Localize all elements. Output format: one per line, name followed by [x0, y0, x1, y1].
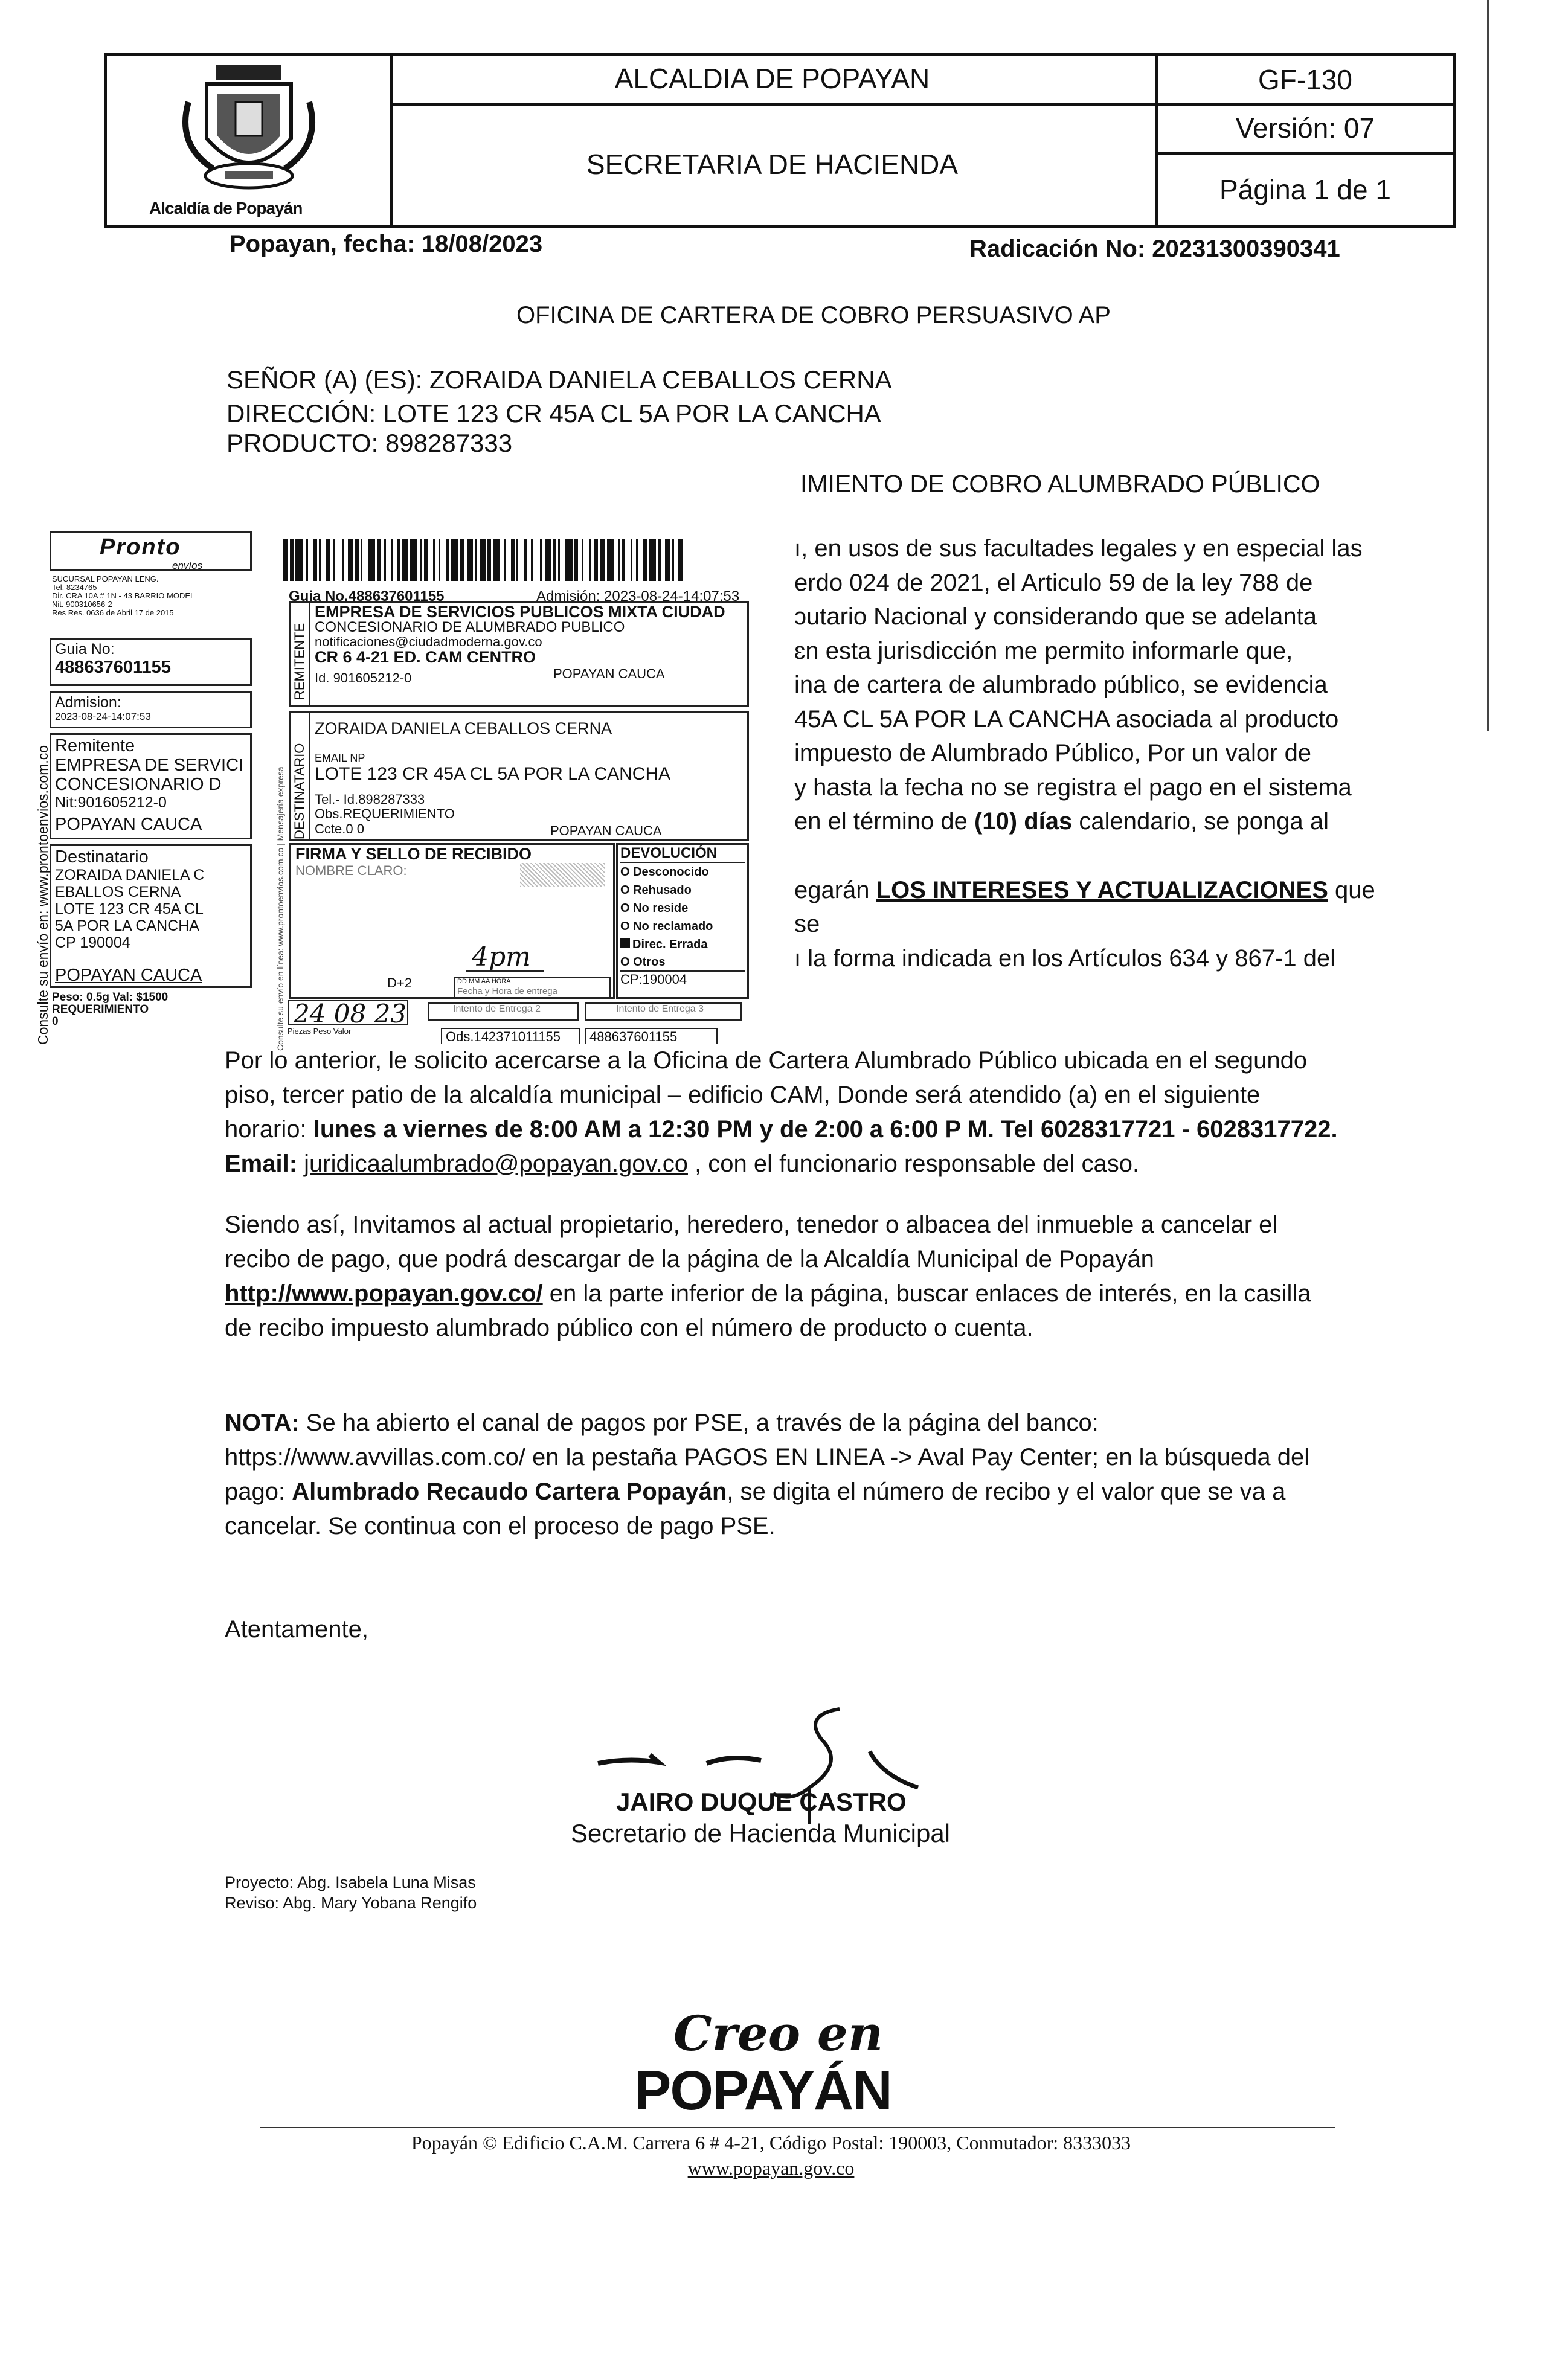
hours-pre: horario: — [225, 1116, 313, 1143]
body-partial-line: 45A CL 5A POR LA CANCHA asociada al producto — [794, 705, 1339, 733]
barcode-bar — [622, 539, 625, 581]
nombre-label: NOMBRE CLARO: — [295, 863, 407, 878]
barcode — [283, 539, 687, 581]
devolucion-option: O Rehusado — [620, 884, 692, 897]
email-rest: , con el funcionario responsable del caso. — [687, 1150, 1140, 1177]
barcode-bar — [480, 539, 486, 581]
nota-pre: pago: — [225, 1478, 292, 1505]
barcode-bar — [439, 539, 440, 581]
stub-info-line: Tel. 8234765 — [52, 583, 97, 592]
devolucion-label: DEVOLUCIÓN — [620, 845, 745, 863]
stub-city: POPAYAN CAUCA — [55, 966, 202, 985]
stub-req: REQUERIMIENTO — [52, 1003, 149, 1016]
barcode-bar — [607, 539, 614, 581]
stub-admision-label: Admision: — [55, 694, 121, 711]
barcode-bar — [516, 539, 518, 581]
receipt-remitente-box — [289, 601, 749, 707]
body-partial-line: y hasta la fecha no se registra el pago en el sistema — [794, 774, 1352, 801]
header-divider — [390, 103, 1453, 106]
barcode-bar — [424, 539, 428, 581]
barcode-bar — [475, 539, 477, 581]
body-partial-line: ı la forma indicada en los Artículos 634 y 867-1 del — [794, 945, 1336, 972]
invite-rest: en la parte inferior de la página, buscar enlaces de interés, en la casilla — [542, 1280, 1311, 1307]
credit-proyecto: Proyecto: Abg. Isabela Luna Misas — [225, 1873, 476, 1891]
stub-brand-box — [50, 531, 252, 571]
stub-admision-box — [50, 691, 252, 728]
footer-rule — [260, 2127, 1335, 2128]
stub-weight — [52, 992, 168, 1028]
destinatario-lines — [315, 716, 748, 837]
devolucion-option: O Desconocido — [620, 865, 709, 879]
footer-website-link[interactable]: www.popayan.gov.co — [687, 2157, 855, 2179]
credits — [225, 1872, 477, 1913]
remitente-line: Id. 901605212-0 — [315, 670, 412, 685]
body-partial-line: ina de cartera de alumbrado público, se evidencia — [794, 672, 1328, 698]
stub-guia-number: 488637601155 — [55, 658, 171, 677]
remitente-line: EMPRESA DE SERVICIOS PUBLICOS MIXTA CIUDAD — [315, 603, 725, 621]
barcode-bar — [391, 539, 393, 581]
recipient-address: DIRECCIÓN: LOTE 123 CR 45A CL 5A POR LA CANCHA — [226, 399, 881, 428]
barcode-bar — [446, 539, 449, 581]
recipient-name: SEÑOR (A) (ES): ZORAIDA DANIELA CEBALLOS CERNA — [226, 365, 892, 394]
stub-remitente-box — [50, 733, 252, 839]
barcode-bar — [384, 539, 386, 581]
receipt-admision: Admisión: 2023-08-24-14:07:53 — [536, 588, 740, 605]
stub-destinatario-line: ZORAIDA DANIELA C — [55, 867, 205, 884]
barcode-bar — [524, 539, 527, 581]
intento-1: Intento de Entrega 2 — [428, 1002, 579, 1021]
document-version: Versión: 07 — [1235, 112, 1375, 144]
barcode-bar — [348, 539, 353, 581]
barcode-bar — [420, 539, 422, 581]
body-partial-line: ɛn esta jurisdicción me permito informarle que, — [794, 637, 1293, 664]
devolucion-cp: CP:190004 — [620, 970, 745, 987]
interest-pre: egarán — [794, 876, 876, 903]
remitente-line: CONCESIONARIO DE ALUMBRADO PUBLICO — [315, 619, 625, 635]
barcode-bar — [678, 539, 683, 581]
document-date: Popayan, fecha: 18/08/2023 — [230, 231, 543, 257]
recipient-product: PRODUCTO: 898287333 — [226, 429, 513, 457]
remitente-line: notificaciones@ciudadmoderna.gov.co — [315, 634, 542, 649]
nota-rest: Se ha abierto el canal de pagos por PSE, a través de la página del banco: — [299, 1410, 1099, 1436]
credit-reviso: Reviso: Abg. Mary Yobana Rengifo — [225, 1894, 477, 1912]
barcode-bar — [574, 539, 578, 581]
remitente-tag-col — [291, 603, 310, 705]
barcode-bar — [467, 539, 473, 581]
handwritten-date: 24 08 23 — [294, 999, 407, 1028]
scan-edge-line — [1487, 0, 1489, 731]
barcode-bar — [402, 539, 408, 581]
barcode-bar — [460, 539, 464, 581]
destinatario-line: Obs.REQUERIMIENTO — [315, 806, 455, 821]
nota-label: NOTA: — [225, 1410, 300, 1436]
office-hours: lunes a viernes de 8:00 AM a 12:30 PM y de 2:00 a 6:00 P M. Tel 6028317721 - 6028317722. — [313, 1116, 1338, 1143]
barcode-bar — [290, 539, 294, 581]
firma-label: FIRMA Y SELLO DE RECIBIDO — [295, 845, 532, 863]
barcode-bar — [319, 539, 321, 581]
stub-destinatario-box — [50, 844, 252, 988]
ods-number: Ods.142371011155 — [441, 1028, 580, 1044]
fecha-label: Fecha y Hora de entrega — [457, 986, 557, 996]
paragraph-line: cancelar. Se continua con el proceso de pago PSE. — [225, 1513, 776, 1539]
checked-mark-icon — [620, 938, 630, 948]
paragraph-line: recibo de pago, que podrá descargar de la página de la Alcaldía Municipal de Popayán — [225, 1246, 1154, 1272]
stub-brand-sub: envíos — [172, 560, 203, 571]
barcode-bar — [377, 539, 381, 581]
remitente-line: CR 6 4-21 ED. CAM CENTRO — [315, 648, 536, 666]
paragraph-nota — [225, 1406, 1366, 1544]
barcode-bar — [342, 539, 344, 581]
barcode-bar — [565, 539, 573, 581]
barcode-bar — [643, 539, 647, 581]
stub-remitente-line: EMPRESA DE SERVICI — [55, 755, 244, 775]
body-partial-line: ı, en usos de sus facultades legales y en especial las — [794, 535, 1363, 562]
email-label: Email: — [225, 1150, 304, 1177]
barcode-bar — [531, 539, 533, 581]
devolucion-option: O No reclamado — [620, 920, 713, 933]
paragraph-line — [225, 1147, 1366, 1181]
body-partial-block — [794, 531, 1398, 975]
page-number: Página 1 de 1 — [1219, 174, 1391, 205]
remitente-tag: REMITENTE — [292, 623, 307, 700]
barcode-bar — [397, 539, 400, 581]
stub-destinatario-line: LOTE 123 CR 45A CL — [55, 900, 204, 917]
remitente-city: POPAYAN CAUCA — [553, 666, 665, 681]
stub-brand: Pronto — [100, 534, 181, 560]
stub-destinatario-label: Destinatario — [55, 847, 149, 867]
receipt-guia: Guia No.488637601155 — [289, 588, 445, 605]
barcode-bar — [333, 539, 335, 581]
destinatario-tag: DESTINATARIO — [292, 743, 307, 839]
receipt-destinatario-box — [289, 711, 749, 841]
destinatario-line: Ccte.0 0 — [315, 821, 364, 836]
paragraph-line: https://www.avvillas.com.co/ en la pestaña PAGOS EN LINEA -> Aval Pay Center; en la búsqueda del — [225, 1444, 1310, 1471]
stamp-smudge — [520, 863, 605, 887]
barcode-bar — [665, 539, 670, 581]
devolucion-option-label: Direc. Errada — [632, 938, 708, 951]
org-caption: Alcaldía de Popayán — [149, 199, 303, 217]
barcode-bar — [618, 539, 620, 581]
courier-receipt — [283, 531, 754, 1045]
barcode-bar — [306, 539, 308, 581]
courier-stub — [50, 531, 252, 1036]
devolucion-option: O Otros — [620, 955, 666, 969]
barcode-bar — [361, 539, 362, 581]
barcode-bar — [511, 539, 515, 581]
stub-peso: Peso: 0.5g Val: $1500 — [52, 991, 169, 1004]
recipient-product-clip — [226, 426, 513, 457]
stub-destinatario-line: 5A POR LA CANCHA — [55, 917, 199, 934]
barcode-bar — [433, 539, 435, 581]
stub-info-line: Dir. CRA 10A # 1N - 43 BARRIO MODEL — [52, 591, 195, 600]
barcode-bar — [649, 539, 656, 581]
receipt-side-text: Consulte su envío en línea: www.prontoenvios.com.co | Mensajería expresa — [275, 766, 285, 1051]
destinatario-line: LOTE 123 CR 45A CL 5A POR LA CANCHA — [315, 764, 671, 784]
stub-admision-value: 2023-08-24-14:07:53 — [55, 711, 151, 722]
receipt-devolucion-box — [616, 843, 749, 999]
stub-remitente-label: Remitente — [55, 736, 135, 755]
barcode-bar — [410, 539, 417, 581]
brand-wordmark: POPAYÁN — [634, 2060, 891, 2122]
barcode-bar — [631, 539, 632, 581]
term-text: en el término de — [794, 808, 968, 835]
signer-name: JAIRO DUQUE CASTRO — [616, 1788, 907, 1816]
body-partial-line — [794, 804, 1398, 839]
signer-title: Secretario de Hacienda Municipal — [571, 1819, 951, 1847]
barcode-bar — [636, 539, 638, 581]
footer-address: Popayán © Edificio C.A.M. Carrera 6 # 4-21, Código Postal: 190003, Conmutador: 8333033 — [411, 2132, 1131, 2154]
header-divider — [1155, 152, 1453, 155]
devolucion-option-checked — [620, 935, 745, 954]
barcode-bar — [487, 539, 491, 581]
handwritten-date-box — [288, 999, 408, 1028]
barcode-bar — [540, 539, 542, 581]
stub-info-line: Res Res. 0636 de Abril 17 de 2015 — [52, 608, 174, 617]
destinatario-city: POPAYAN CAUCA — [550, 823, 662, 838]
barcode-bar — [672, 539, 674, 581]
interest-highlight: LOS INTERESES Y ACTUALIZACIONES — [876, 876, 1328, 903]
coat-of-arms-icon — [164, 60, 333, 199]
dd-mm-aa-hora: DD MM AA HORA — [457, 978, 511, 985]
barcode-bar — [313, 539, 317, 581]
barcode-bar — [594, 539, 598, 581]
interest-post: que se — [794, 876, 1375, 937]
document-code: GF-130 — [1258, 64, 1352, 95]
body-partial-line: erdo 024 de 2021, el Articulo 59 de la ley 788 de — [794, 569, 1313, 596]
barcode-bar — [326, 539, 330, 581]
stub-guia-box — [50, 638, 252, 686]
barcode-bar — [600, 539, 605, 581]
barcode-bar — [451, 539, 458, 581]
header-subtitle: SECRETARIA DE HACIENDA — [586, 149, 959, 180]
destinatario-tag-col — [291, 713, 310, 839]
stub-remitente-line: POPAYAN CAUCA — [55, 815, 202, 834]
devolucion-option: O No reside — [620, 902, 689, 915]
office-email-link[interactable]: juridicaalumbrado@popayan.gov.co — [304, 1150, 688, 1177]
brand-script: Creo en — [673, 2005, 883, 2062]
barcode-bar — [368, 539, 375, 581]
paragraph-line — [225, 1112, 1366, 1147]
stub-remitente-line: Nit:901605212-0 — [55, 794, 167, 811]
term-rest: calendario, se ponga al — [1072, 808, 1329, 835]
destinatario-line: EMAIL NP — [315, 752, 365, 764]
barcode-bar — [658, 539, 661, 581]
paragraph-line: de recibo impuesto alumbrado público con el número de producto o cuenta. — [225, 1315, 1033, 1341]
body-partial-line: impuesto de Alumbrado Público, Por un valor de — [794, 740, 1312, 766]
bottom-guia: 488637601155 — [585, 1028, 718, 1044]
barcode-bar — [493, 539, 500, 581]
paragraph-line — [225, 1475, 1366, 1509]
office-heading: OFICINA DE CARTERA DE COBRO PERSUASIVO AP — [516, 302, 1111, 329]
destinatario-line: ZORAIDA DANIELA CEBALLOS CERNA — [315, 719, 612, 737]
stub-info-line: SUCURSAL POPAYAN LENG. — [52, 574, 159, 583]
header-title: ALCALDIA DE POPAYAN — [614, 63, 930, 94]
paragraph-office — [225, 1044, 1366, 1181]
spacer — [794, 839, 1398, 873]
piezas-label: Piezas Peso Valor — [288, 1027, 352, 1036]
paragraph-line: Siendo así, Invitamos al actual propietario, heredero, tenedor o albacea del inmueble a cancelar el — [225, 1211, 1278, 1238]
barcode-bar — [589, 539, 591, 581]
fecha-box — [454, 977, 611, 998]
body-partial-line: ɔutario Nacional y considerando que se adelanta — [794, 603, 1317, 630]
paragraph-invite — [225, 1208, 1366, 1346]
body-partial-line — [794, 873, 1398, 941]
stub-remitente-line: CONCESIONARIO D — [55, 775, 222, 794]
stub-info — [52, 575, 251, 617]
barcode-bar — [295, 539, 303, 581]
barcode-bar — [504, 539, 506, 581]
receipt-firma-box — [289, 843, 615, 999]
remitente-lines — [315, 603, 748, 690]
paragraph-line — [225, 1277, 1366, 1311]
barcode-bar — [582, 539, 583, 581]
signature-line — [466, 970, 544, 972]
popayan-site-link[interactable]: http://www.popayan.gov.co/ — [225, 1280, 543, 1307]
paragraph-line: Por lo anterior, le solicito acercarse a la Oficina de Cartera Alumbrado Público ubicada en el segundo — [225, 1047, 1308, 1074]
paragraph-line: piso, tercer patio de la alcaldía municipal – edificio CAM, Donde será atendido (a) en el siguiente — [225, 1082, 1261, 1108]
barcode-bar — [545, 539, 551, 581]
closing: Atentamente, — [225, 1616, 368, 1643]
stub-guia-label: Guia No: — [55, 641, 115, 658]
nota-search-term: Alumbrado Recaudo Cartera Popayán — [292, 1478, 727, 1505]
stub-info-line: Nit. 900310656-2 — [52, 600, 112, 609]
nota-rest: , se digita el número de recibo y el valor que se va a — [727, 1478, 1286, 1505]
stub-destinatario-line: CP 190004 — [55, 934, 130, 951]
stub-side-text: Consulte su envío en: www.prontoenvios.com.co — [35, 745, 51, 1045]
barcode-bar — [558, 539, 560, 581]
barcode-bar — [355, 539, 359, 581]
destinatario-line: Tel.- Id.898287333 — [315, 792, 425, 807]
intento-2: Intento de Entrega 3 — [585, 1002, 742, 1021]
barcode-bar — [553, 539, 556, 581]
stub-req2: 0 — [52, 1015, 59, 1028]
radicacion-number: Radicación No: 20231300390341 — [969, 236, 1340, 262]
subject-line: IMIENTO DE COBRO ALUMBRADO PÚBLICO — [800, 470, 1320, 498]
paragraph-line — [225, 1406, 1366, 1440]
stub-destinatario-line: EBALLOS CERNA — [55, 884, 181, 900]
term-days: (10) días — [974, 808, 1073, 835]
d2-label: D+2 — [387, 975, 412, 990]
document-header — [104, 53, 1456, 228]
handwritten-time: 4pm — [472, 941, 531, 972]
